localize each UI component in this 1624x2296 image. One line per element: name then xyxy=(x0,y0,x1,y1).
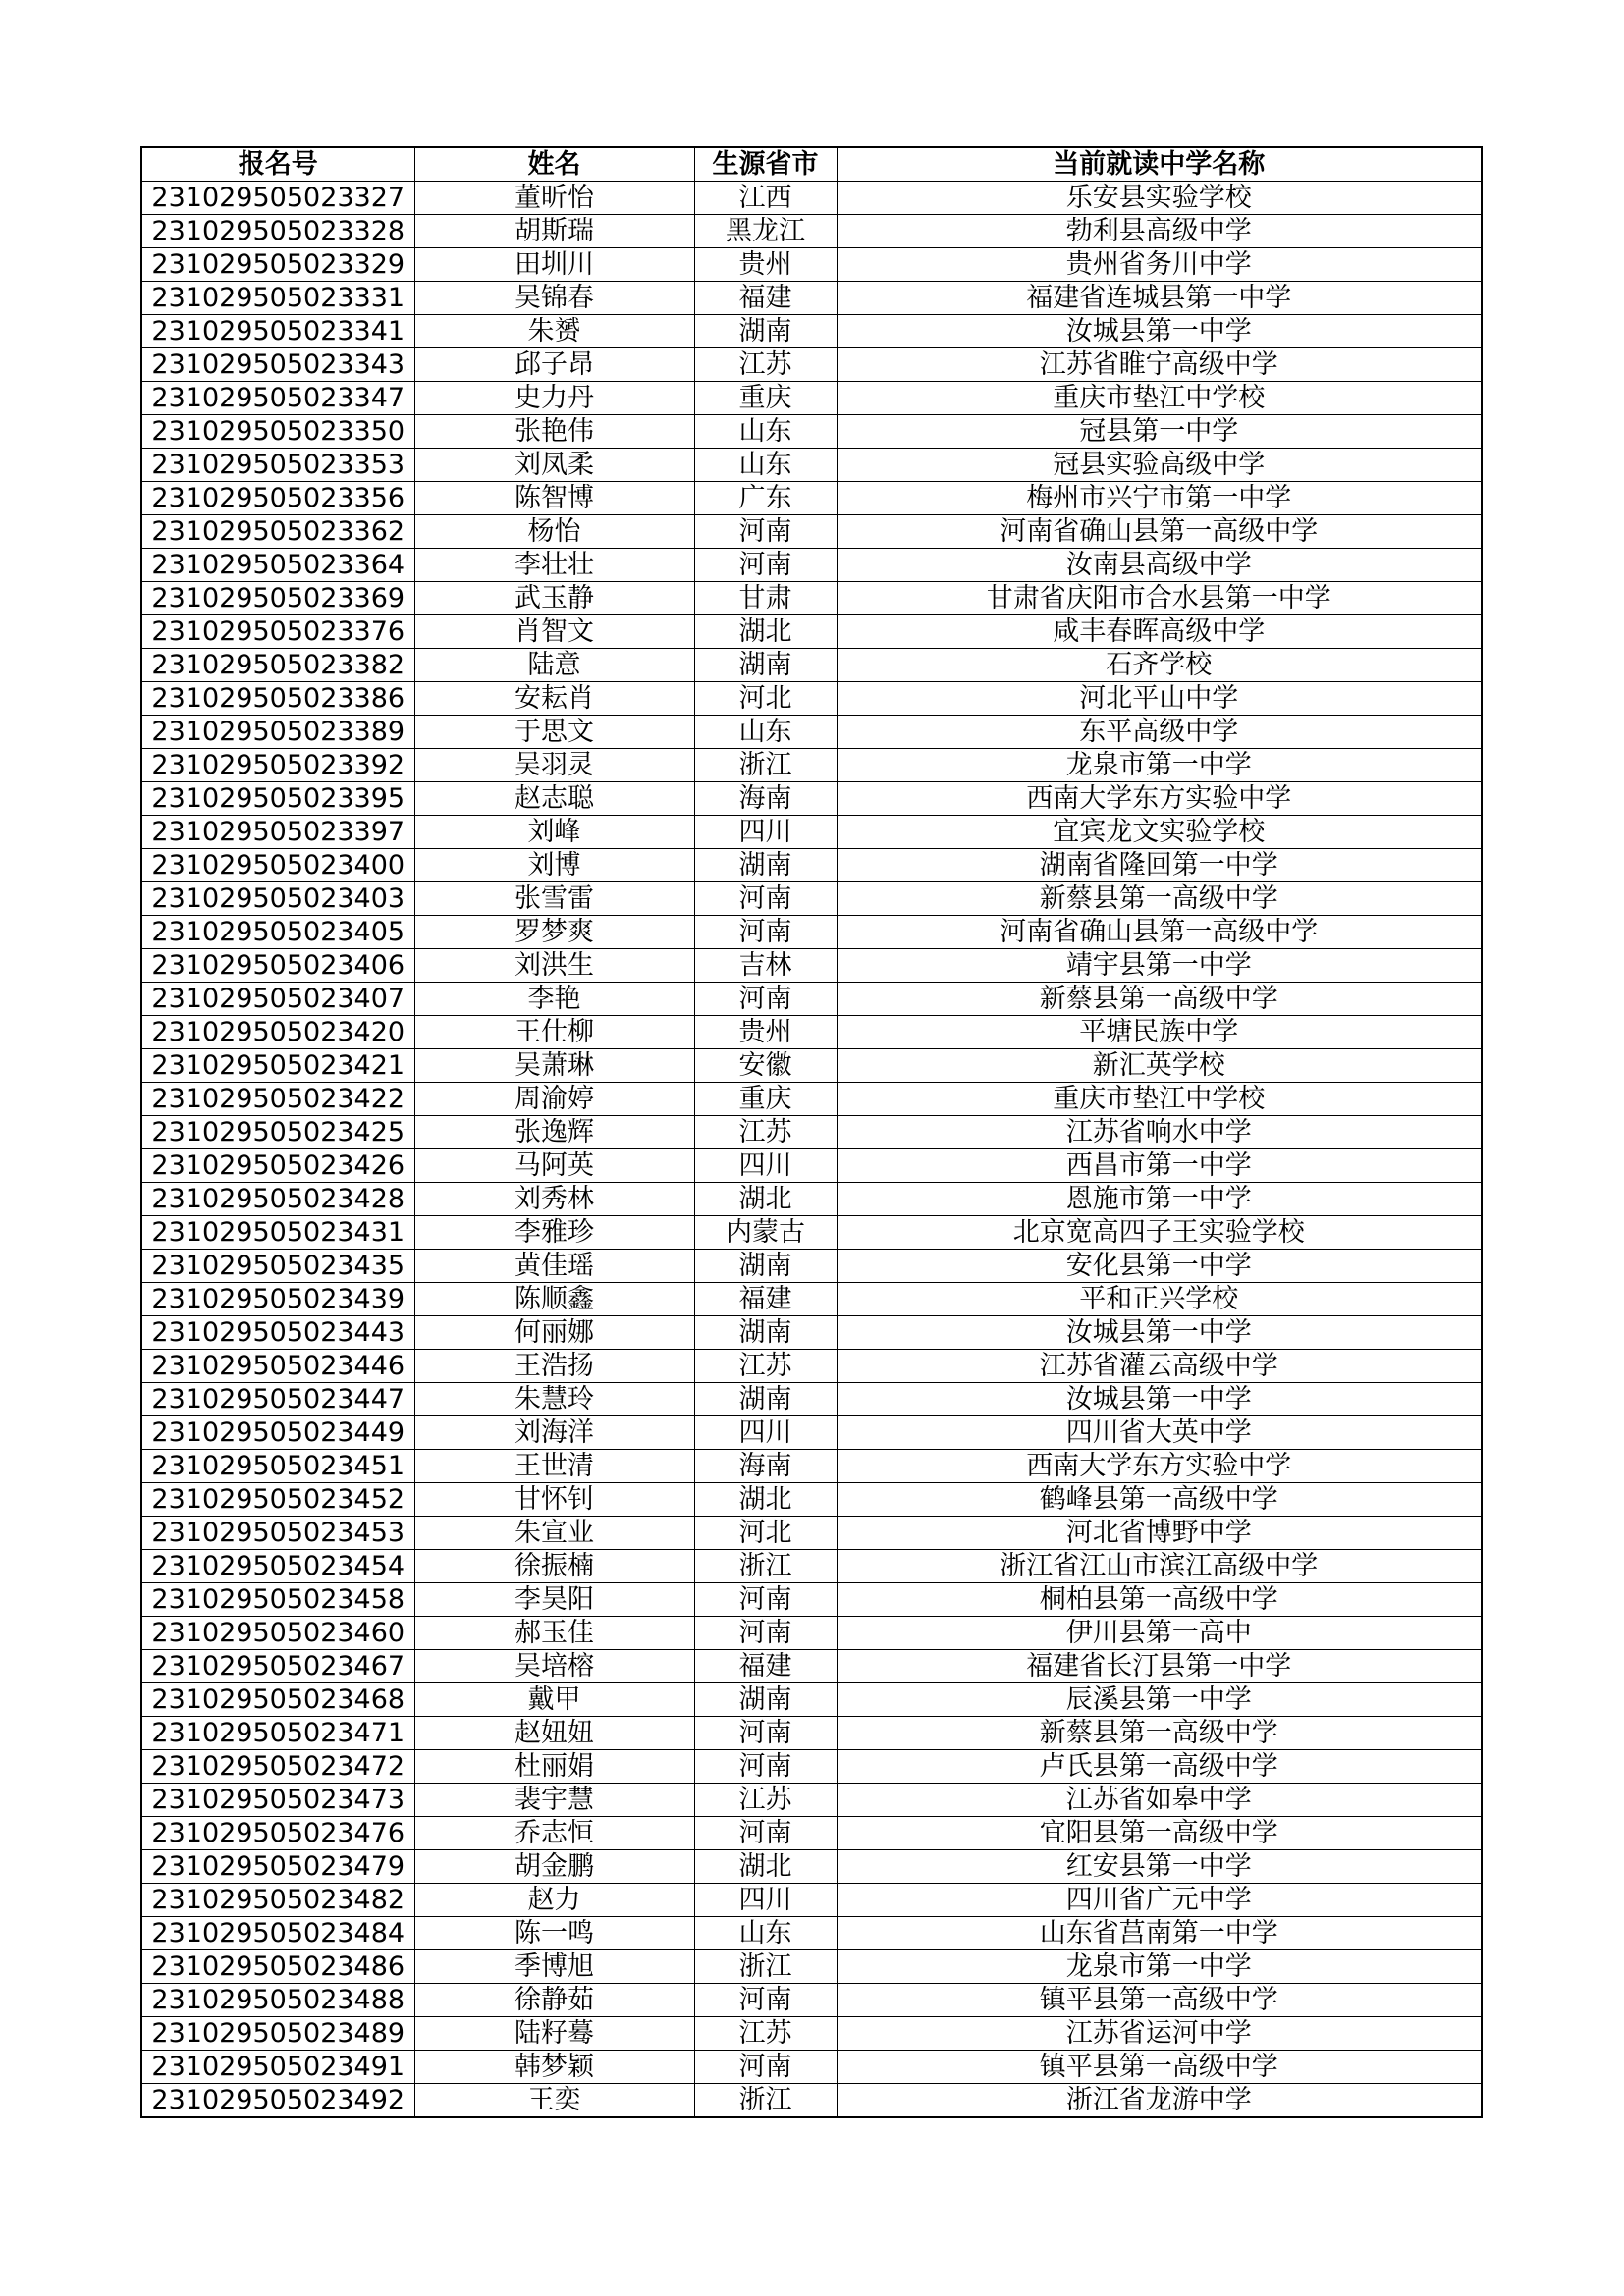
province-cell: 江苏 xyxy=(694,1784,837,1817)
name-cell: 赵力 xyxy=(414,1884,694,1917)
table-row xyxy=(141,1850,1482,1884)
table-row xyxy=(141,716,1482,749)
school-name-cell: 镇平县第一高级中学 xyxy=(837,2051,1482,2084)
name-cell: 周渝婷 xyxy=(414,1083,694,1116)
school-name-cell: 梅州市兴宁市第一中学 xyxy=(837,482,1482,515)
school-name-cell: 恩施市第一中学 xyxy=(837,1183,1482,1216)
name-cell: 乔志恒 xyxy=(414,1817,694,1850)
table-row xyxy=(141,1617,1482,1650)
registration-number-cell: 231029505023347 xyxy=(141,382,414,415)
table-row xyxy=(141,182,1482,215)
registration-number-cell: 231029505023376 xyxy=(141,615,414,649)
registration-number-cell: 231029505023395 xyxy=(141,782,414,816)
table-row xyxy=(141,749,1482,782)
table-row xyxy=(141,348,1482,382)
table-row xyxy=(141,482,1482,515)
table-row xyxy=(141,1383,1482,1416)
school-name-cell: 新蔡县第一高级中学 xyxy=(837,1717,1482,1750)
province-cell: 湖北 xyxy=(694,1183,837,1216)
school-name-cell: 东平高级中学 xyxy=(837,716,1482,749)
table-row xyxy=(141,782,1482,816)
table-row xyxy=(141,1149,1482,1183)
province-cell: 贵州 xyxy=(694,1016,837,1049)
name-cell: 吴培榕 xyxy=(414,1650,694,1683)
registration-number-cell: 231029505023406 xyxy=(141,949,414,983)
province-cell: 安徽 xyxy=(694,1049,837,1083)
name-cell: 陆意 xyxy=(414,649,694,682)
registration-number-cell: 231029505023452 xyxy=(141,1483,414,1517)
school-name-cell: 汝南县高级中学 xyxy=(837,549,1482,582)
registration-number-cell: 231029505023428 xyxy=(141,1183,414,1216)
school-name-cell: 安化县第一中学 xyxy=(837,1250,1482,1283)
registration-number-cell: 231029505023491 xyxy=(141,2051,414,2084)
name-cell: 韩梦颖 xyxy=(414,2051,694,2084)
table-row xyxy=(141,1350,1482,1383)
registration-number-cell: 231029505023369 xyxy=(141,582,414,615)
province-cell: 山东 xyxy=(694,1917,837,1950)
school-name-cell: 贵州省务川中学 xyxy=(837,248,1482,282)
registration-number-cell: 231029505023486 xyxy=(141,1950,414,1984)
province-cell: 河南 xyxy=(694,1617,837,1650)
table-row xyxy=(141,1750,1482,1784)
name-cell: 赵志聪 xyxy=(414,782,694,816)
table-row xyxy=(141,2017,1482,2051)
registration-number-cell: 231029505023353 xyxy=(141,449,414,482)
province-cell: 河南 xyxy=(694,549,837,582)
name-cell: 刘海洋 xyxy=(414,1416,694,1450)
name-cell: 邱子昂 xyxy=(414,348,694,382)
name-cell: 史力丹 xyxy=(414,382,694,415)
table-row xyxy=(141,1450,1482,1483)
table-row xyxy=(141,415,1482,449)
name-cell: 李壮壮 xyxy=(414,549,694,582)
registration-number-cell: 231029505023453 xyxy=(141,1517,414,1550)
province-cell: 海南 xyxy=(694,1450,837,1483)
school-name-cell: 山东省莒南第一中学 xyxy=(837,1917,1482,1950)
province-cell: 黑龙江 xyxy=(694,215,837,248)
registration-number-cell: 231029505023454 xyxy=(141,1550,414,1583)
registration-number-cell: 231029505023449 xyxy=(141,1416,414,1450)
school-name-cell: 重庆市垫江中学校 xyxy=(837,1083,1482,1116)
school-name-cell: 西南大学东方实验中学 xyxy=(837,782,1482,816)
table-row xyxy=(141,649,1482,682)
table-row xyxy=(141,1283,1482,1316)
school-name-cell: 石齐学校 xyxy=(837,649,1482,682)
province-cell: 湖南 xyxy=(694,849,837,882)
name-cell: 张逸辉 xyxy=(414,1116,694,1149)
province-cell: 江苏 xyxy=(694,348,837,382)
province-cell: 山东 xyxy=(694,716,837,749)
name-cell: 张雪雷 xyxy=(414,882,694,916)
registration-number-cell: 231029505023492 xyxy=(141,2084,414,2118)
table-row xyxy=(141,816,1482,849)
province-cell: 河南 xyxy=(694,1583,837,1617)
province-cell: 福建 xyxy=(694,1650,837,1683)
registration-number-cell: 231029505023397 xyxy=(141,816,414,849)
table-row xyxy=(141,1917,1482,1950)
table-row xyxy=(141,1083,1482,1116)
name-cell: 杨怡 xyxy=(414,515,694,549)
table-row xyxy=(141,1517,1482,1550)
registration-number-cell: 231029505023479 xyxy=(141,1850,414,1884)
registration-number-cell: 231029505023471 xyxy=(141,1717,414,1750)
province-cell: 河南 xyxy=(694,983,837,1016)
province-cell: 湖南 xyxy=(694,1316,837,1350)
province-cell: 浙江 xyxy=(694,749,837,782)
school-name-cell: 咸丰春晖高级中学 xyxy=(837,615,1482,649)
province-cell: 福建 xyxy=(694,282,837,315)
table-row xyxy=(141,1183,1482,1216)
province-cell: 海南 xyxy=(694,782,837,816)
table-row xyxy=(141,1016,1482,1049)
registration-number-cell: 231029505023405 xyxy=(141,916,414,949)
province-cell: 内蒙古 xyxy=(694,1216,837,1250)
name-cell: 肖智文 xyxy=(414,615,694,649)
school-name-cell: 伊川县第一高中 xyxy=(837,1617,1482,1650)
name-cell: 王世清 xyxy=(414,1450,694,1483)
table-row xyxy=(141,1650,1482,1683)
name-cell: 徐振楠 xyxy=(414,1550,694,1583)
registration-number-cell: 231029505023489 xyxy=(141,2017,414,2051)
school-name-cell: 镇平县第一高级中学 xyxy=(837,1984,1482,2017)
province-cell: 河南 xyxy=(694,2051,837,2084)
registration-number-cell: 231029505023392 xyxy=(141,749,414,782)
registration-number-cell: 231029505023329 xyxy=(141,248,414,282)
table-row xyxy=(141,1717,1482,1750)
province-cell: 浙江 xyxy=(694,1550,837,1583)
name-cell: 裴宇慧 xyxy=(414,1784,694,1817)
school-name-cell: 新蔡县第一高级中学 xyxy=(837,882,1482,916)
table-row xyxy=(141,1250,1482,1283)
province-cell: 贵州 xyxy=(694,248,837,282)
name-cell: 于思文 xyxy=(414,716,694,749)
header-province: 生源省市 xyxy=(694,147,837,182)
school-name-cell: 平塘民族中学 xyxy=(837,1016,1482,1049)
school-name-cell: 河北平山中学 xyxy=(837,682,1482,716)
province-cell: 甘肃 xyxy=(694,582,837,615)
table-row xyxy=(141,2084,1482,2118)
school-name-cell: 红安县第一中学 xyxy=(837,1850,1482,1884)
school-name-cell: 鹤峰县第一高级中学 xyxy=(837,1483,1482,1517)
school-name-cell: 福建省连城县第一中学 xyxy=(837,282,1482,315)
registration-number-cell: 231029505023350 xyxy=(141,415,414,449)
table-row xyxy=(141,1483,1482,1517)
name-cell: 朱慧玲 xyxy=(414,1383,694,1416)
school-name-cell: 靖宇县第一中学 xyxy=(837,949,1482,983)
name-cell: 田圳川 xyxy=(414,248,694,282)
table-row xyxy=(141,1049,1482,1083)
table-row xyxy=(141,549,1482,582)
school-name-cell: 福建省长汀县第一中学 xyxy=(837,1650,1482,1683)
province-cell: 湖南 xyxy=(694,1250,837,1283)
school-name-cell: 宜阳县第一高级中学 xyxy=(837,1817,1482,1850)
school-name-cell: 平和正兴学校 xyxy=(837,1283,1482,1316)
province-cell: 江苏 xyxy=(694,2017,837,2051)
name-cell: 陈智博 xyxy=(414,482,694,515)
registration-number-cell: 231029505023431 xyxy=(141,1216,414,1250)
registration-number-cell: 231029505023443 xyxy=(141,1316,414,1350)
table-row xyxy=(141,1817,1482,1850)
province-cell: 湖北 xyxy=(694,1483,837,1517)
name-cell: 朱赟 xyxy=(414,315,694,348)
registration-number-cell: 231029505023482 xyxy=(141,1884,414,1917)
name-cell: 李艳 xyxy=(414,983,694,1016)
name-cell: 李雅珍 xyxy=(414,1216,694,1250)
table-row xyxy=(141,248,1482,282)
province-cell: 山东 xyxy=(694,449,837,482)
table-row xyxy=(141,1984,1482,2017)
school-name-cell: 西昌市第一中学 xyxy=(837,1149,1482,1183)
name-cell: 吴萧琳 xyxy=(414,1049,694,1083)
province-cell: 四川 xyxy=(694,1884,837,1917)
registration-number-cell: 231029505023364 xyxy=(141,549,414,582)
province-cell: 河南 xyxy=(694,916,837,949)
province-cell: 重庆 xyxy=(694,1083,837,1116)
registration-number-cell: 231029505023422 xyxy=(141,1083,414,1116)
registration-number-cell: 231029505023328 xyxy=(141,215,414,248)
table-row xyxy=(141,682,1482,716)
table-row xyxy=(141,1683,1482,1717)
header-registration-number: 报名号 xyxy=(141,147,414,182)
name-cell: 黄佳瑶 xyxy=(414,1250,694,1283)
table-row xyxy=(141,315,1482,348)
registration-number-cell: 231029505023343 xyxy=(141,348,414,382)
school-name-cell: 乐安县实验学校 xyxy=(837,182,1482,215)
table-row xyxy=(141,882,1482,916)
province-cell: 吉林 xyxy=(694,949,837,983)
province-cell: 湖南 xyxy=(694,649,837,682)
table-row xyxy=(141,2051,1482,2084)
school-name-cell: 新蔡县第一高级中学 xyxy=(837,983,1482,1016)
table-row xyxy=(141,1550,1482,1583)
registration-number-cell: 231029505023447 xyxy=(141,1383,414,1416)
registration-number-cell: 231029505023389 xyxy=(141,716,414,749)
school-name-cell: 湖南省隆回第一中学 xyxy=(837,849,1482,882)
school-name-cell: 江苏省响水中学 xyxy=(837,1116,1482,1149)
table-row xyxy=(141,1583,1482,1617)
school-name-cell: 重庆市垫江中学校 xyxy=(837,382,1482,415)
name-cell: 吴锦春 xyxy=(414,282,694,315)
school-name-cell: 宜宾龙文实验学校 xyxy=(837,816,1482,849)
name-cell: 刘博 xyxy=(414,849,694,882)
table-row xyxy=(141,515,1482,549)
name-cell: 武玉静 xyxy=(414,582,694,615)
name-cell: 陆籽蓦 xyxy=(414,2017,694,2051)
province-cell: 江苏 xyxy=(694,1350,837,1383)
school-name-cell: 西南大学东方实验中学 xyxy=(837,1450,1482,1483)
registration-number-cell: 231029505023488 xyxy=(141,1984,414,2017)
registration-number-cell: 231029505023362 xyxy=(141,515,414,549)
province-cell: 四川 xyxy=(694,1149,837,1183)
school-name-cell: 河南省确山县第一高级中学 xyxy=(837,916,1482,949)
name-cell: 何丽娜 xyxy=(414,1316,694,1350)
table-row xyxy=(141,1950,1482,1984)
school-name-cell: 江苏省如皋中学 xyxy=(837,1784,1482,1817)
province-cell: 四川 xyxy=(694,816,837,849)
school-name-cell: 北京宽高四子王实验学校 xyxy=(837,1216,1482,1250)
registration-number-cell: 231029505023468 xyxy=(141,1683,414,1717)
table-row xyxy=(141,1784,1482,1817)
header-row xyxy=(141,147,1482,182)
name-cell: 刘峰 xyxy=(414,816,694,849)
student-list-table xyxy=(140,146,1483,2118)
table-row xyxy=(141,582,1482,615)
province-cell: 河南 xyxy=(694,882,837,916)
registration-number-cell: 231029505023458 xyxy=(141,1583,414,1617)
name-cell: 胡金鹏 xyxy=(414,1850,694,1884)
school-name-cell: 浙江省江山市滨江高级中学 xyxy=(837,1550,1482,1583)
province-cell: 山东 xyxy=(694,415,837,449)
province-cell: 湖南 xyxy=(694,315,837,348)
province-cell: 四川 xyxy=(694,1416,837,1450)
name-cell: 吴羽灵 xyxy=(414,749,694,782)
name-cell: 郝玉佳 xyxy=(414,1617,694,1650)
registration-number-cell: 231029505023467 xyxy=(141,1650,414,1683)
table-row xyxy=(141,215,1482,248)
table-row xyxy=(141,916,1482,949)
school-name-cell: 河北省博野中学 xyxy=(837,1517,1482,1550)
school-name-cell: 冠县实验高级中学 xyxy=(837,449,1482,482)
school-name-cell: 勃利县高级中学 xyxy=(837,215,1482,248)
registration-number-cell: 231029505023446 xyxy=(141,1350,414,1383)
province-cell: 湖北 xyxy=(694,1850,837,1884)
province-cell: 湖南 xyxy=(694,1683,837,1717)
registration-number-cell: 231029505023403 xyxy=(141,882,414,916)
name-cell: 李昊阳 xyxy=(414,1583,694,1617)
table-row xyxy=(141,1316,1482,1350)
name-cell: 戴甲 xyxy=(414,1683,694,1717)
school-name-cell: 汝城县第一中学 xyxy=(837,315,1482,348)
registration-number-cell: 231029505023400 xyxy=(141,849,414,882)
province-cell: 浙江 xyxy=(694,2084,837,2118)
name-cell: 刘洪生 xyxy=(414,949,694,983)
school-name-cell: 江苏省睢宁高级中学 xyxy=(837,348,1482,382)
table-row xyxy=(141,382,1482,415)
registration-number-cell: 231029505023473 xyxy=(141,1784,414,1817)
table-row xyxy=(141,983,1482,1016)
table-row xyxy=(141,1884,1482,1917)
registration-number-cell: 231029505023472 xyxy=(141,1750,414,1784)
name-cell: 杜丽娟 xyxy=(414,1750,694,1784)
province-cell: 河北 xyxy=(694,682,837,716)
province-cell: 河南 xyxy=(694,515,837,549)
school-name-cell: 甘肃省庆阳市合水县第一中学 xyxy=(837,582,1482,615)
registration-number-cell: 231029505023460 xyxy=(141,1617,414,1650)
table-row xyxy=(141,615,1482,649)
school-name-cell: 龙泉市第一中学 xyxy=(837,749,1482,782)
table-row xyxy=(141,1116,1482,1149)
name-cell: 甘怀钊 xyxy=(414,1483,694,1517)
school-name-cell: 龙泉市第一中学 xyxy=(837,1950,1482,1984)
school-name-cell: 江苏省灌云高级中学 xyxy=(837,1350,1482,1383)
province-cell: 河南 xyxy=(694,1984,837,2017)
name-cell: 董昕怡 xyxy=(414,182,694,215)
name-cell: 张艳伟 xyxy=(414,415,694,449)
school-name-cell: 辰溪县第一中学 xyxy=(837,1683,1482,1717)
province-cell: 湖北 xyxy=(694,615,837,649)
name-cell: 罗梦爽 xyxy=(414,916,694,949)
school-name-cell: 汝城县第一中学 xyxy=(837,1316,1482,1350)
name-cell: 王奕 xyxy=(414,2084,694,2118)
table-row xyxy=(141,282,1482,315)
registration-number-cell: 231029505023407 xyxy=(141,983,414,1016)
registration-number-cell: 231029505023451 xyxy=(141,1450,414,1483)
registration-number-cell: 231029505023382 xyxy=(141,649,414,682)
table-row xyxy=(141,1216,1482,1250)
province-cell: 重庆 xyxy=(694,382,837,415)
registration-number-cell: 231029505023327 xyxy=(141,182,414,215)
province-cell: 河北 xyxy=(694,1517,837,1550)
registration-number-cell: 231029505023484 xyxy=(141,1917,414,1950)
registration-number-cell: 231029505023356 xyxy=(141,482,414,515)
registration-number-cell: 231029505023420 xyxy=(141,1016,414,1049)
school-name-cell: 新汇英学校 xyxy=(837,1049,1482,1083)
name-cell: 刘凤柔 xyxy=(414,449,694,482)
table-row xyxy=(141,849,1482,882)
registration-number-cell: 231029505023421 xyxy=(141,1049,414,1083)
province-cell: 河南 xyxy=(694,1717,837,1750)
registration-number-cell: 231029505023331 xyxy=(141,282,414,315)
name-cell: 王仕柳 xyxy=(414,1016,694,1049)
name-cell: 陈一鸣 xyxy=(414,1917,694,1950)
school-name-cell: 桐柏县第一高级中学 xyxy=(837,1583,1482,1617)
province-cell: 江西 xyxy=(694,182,837,215)
registration-number-cell: 231029505023386 xyxy=(141,682,414,716)
province-cell: 河南 xyxy=(694,1750,837,1784)
name-cell: 陈顺鑫 xyxy=(414,1283,694,1316)
registration-number-cell: 231029505023476 xyxy=(141,1817,414,1850)
name-cell: 赵妞妞 xyxy=(414,1717,694,1750)
name-cell: 安耘肖 xyxy=(414,682,694,716)
school-name-cell: 汝城县第一中学 xyxy=(837,1383,1482,1416)
registration-number-cell: 231029505023426 xyxy=(141,1149,414,1183)
school-name-cell: 冠县第一中学 xyxy=(837,415,1482,449)
registration-number-cell: 231029505023435 xyxy=(141,1250,414,1283)
province-cell: 福建 xyxy=(694,1283,837,1316)
table-row xyxy=(141,949,1482,983)
name-cell: 朱宣业 xyxy=(414,1517,694,1550)
header-name: 姓名 xyxy=(414,147,694,182)
name-cell: 胡斯瑞 xyxy=(414,215,694,248)
school-name-cell: 江苏省运河中学 xyxy=(837,2017,1482,2051)
school-name-cell: 卢氏县第一高级中学 xyxy=(837,1750,1482,1784)
name-cell: 季博旭 xyxy=(414,1950,694,1984)
registration-number-cell: 231029505023439 xyxy=(141,1283,414,1316)
province-cell: 江苏 xyxy=(694,1116,837,1149)
header-school-name: 当前就读中学名称 xyxy=(837,147,1482,182)
name-cell: 王浩扬 xyxy=(414,1350,694,1383)
registration-number-cell: 231029505023425 xyxy=(141,1116,414,1149)
table-row xyxy=(141,449,1482,482)
school-name-cell: 四川省大英中学 xyxy=(837,1416,1482,1450)
school-name-cell: 四川省广元中学 xyxy=(837,1884,1482,1917)
name-cell: 刘秀林 xyxy=(414,1183,694,1216)
province-cell: 湖南 xyxy=(694,1383,837,1416)
school-name-cell: 河南省确山县第一高级中学 xyxy=(837,515,1482,549)
name-cell: 徐静茹 xyxy=(414,1984,694,2017)
province-cell: 浙江 xyxy=(694,1950,837,1984)
table-row xyxy=(141,1416,1482,1450)
name-cell: 马阿英 xyxy=(414,1149,694,1183)
registration-number-cell: 231029505023341 xyxy=(141,315,414,348)
school-name-cell: 浙江省龙游中学 xyxy=(837,2084,1482,2118)
province-cell: 广东 xyxy=(694,482,837,515)
province-cell: 河南 xyxy=(694,1817,837,1850)
